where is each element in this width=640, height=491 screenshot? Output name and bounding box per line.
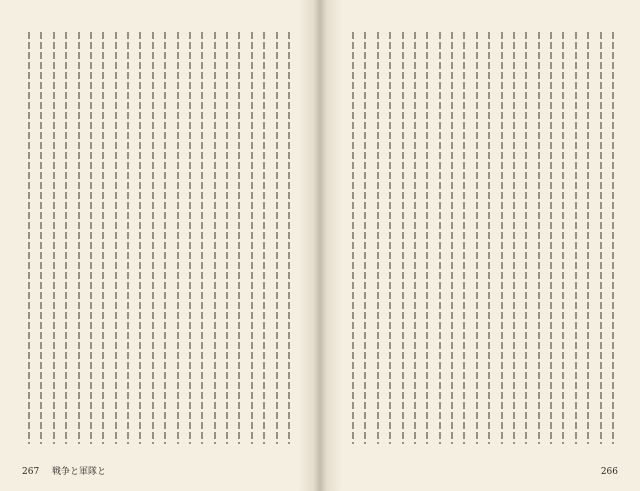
text-column [575,32,577,444]
text-column [426,32,428,444]
page-number: 266 [600,467,618,477]
left-page [0,0,316,491]
text-column [152,32,154,444]
text-column [115,32,117,444]
running-header: 戦争と軍隊と [52,467,107,477]
text-column [214,32,216,444]
body-text-block [352,32,614,444]
text-column [439,32,441,444]
text-column [127,32,129,444]
text-column [488,32,490,444]
text-column [139,32,141,444]
text-column [476,32,478,444]
text-column [451,32,453,444]
text-column [463,32,465,444]
text-column [90,32,92,444]
text-column [377,32,379,444]
text-column [201,32,203,444]
text-column [402,32,404,444]
text-column [263,32,265,444]
text-column [189,32,191,444]
text-column [53,32,55,444]
text-column [389,32,391,444]
text-column [352,32,354,444]
text-column [65,32,67,444]
text-column [364,32,366,444]
text-column [538,32,540,444]
text-column [102,32,104,444]
text-column [288,32,290,444]
text-column [525,32,527,444]
text-column [587,32,589,444]
text-column [177,32,179,444]
text-column [276,32,278,444]
text-column [612,32,614,444]
text-column [550,32,552,444]
text-column [600,32,602,444]
text-column [226,32,228,444]
text-column [40,32,42,444]
text-column [78,32,80,444]
page-number: 267 [22,467,40,477]
body-text-block [28,32,290,444]
text-column [28,32,30,444]
text-column [513,32,515,444]
text-column [562,32,564,444]
text-column [164,32,166,444]
text-column [501,32,503,444]
text-column [414,32,416,444]
text-column [251,32,253,444]
right-page [324,0,640,491]
text-column [238,32,240,444]
